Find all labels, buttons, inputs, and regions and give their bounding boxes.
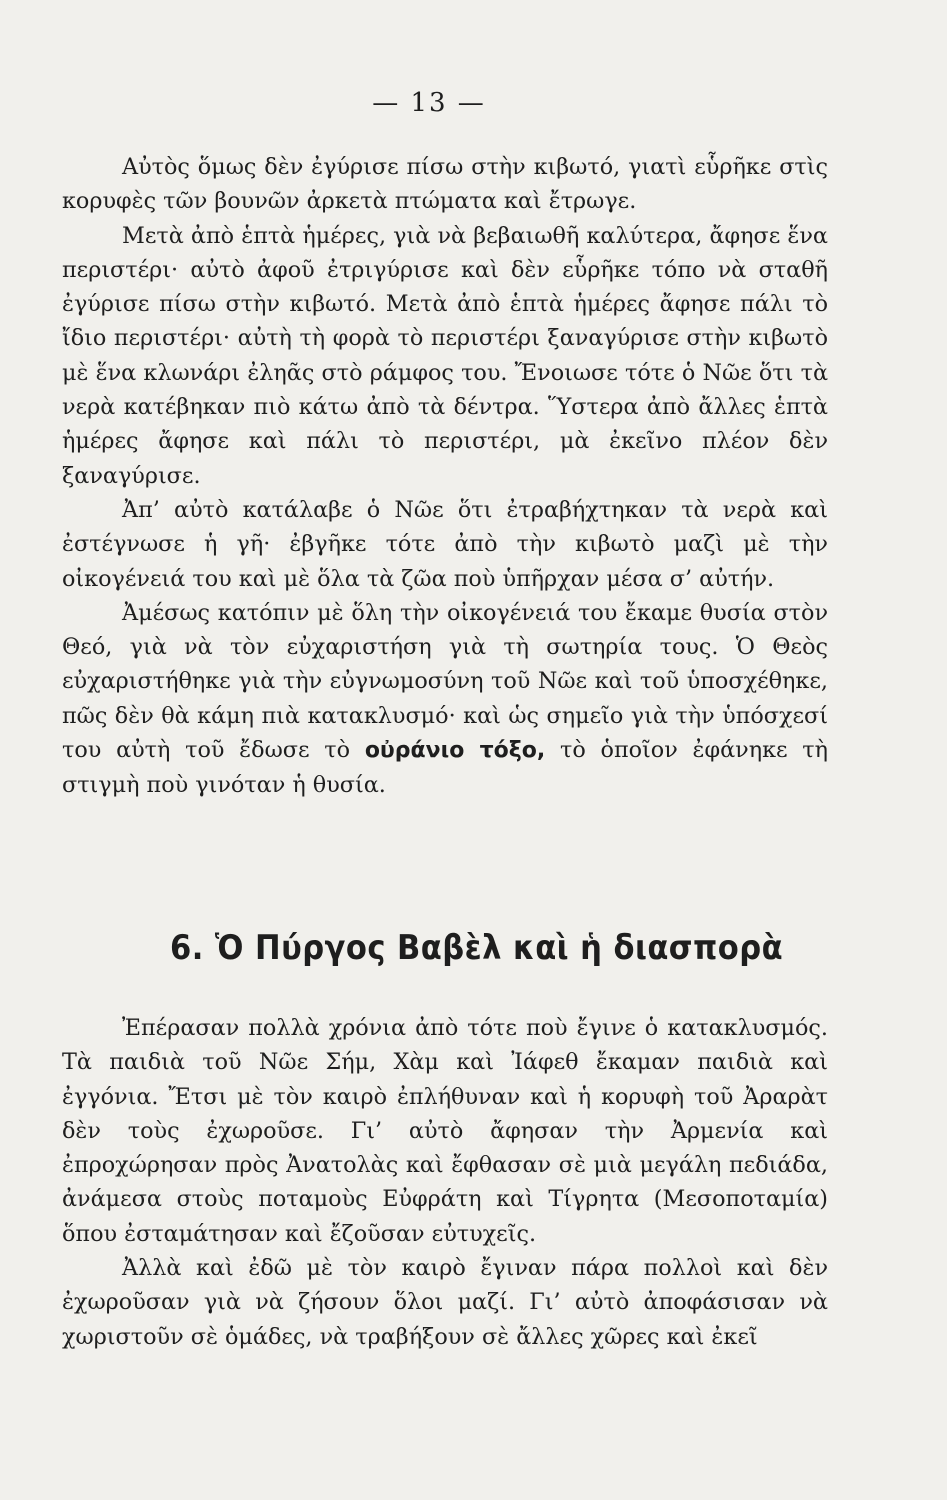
paragraph-dispersal: Ἀλλὰ καὶ ἐδῶ μὲ τὸν καιρὸ ἔγιναν πάρα πολλοὶ καὶ δὲν ἐχωροῦσαν γιὰ νὰ ζήσουν ὅλοι μαζί. Γι’ αὐτὸ ἀποφάσισαν νὰ χωριστοῦν σὲ ὁμάδες, νὰ τραβήξουν σὲ ἄλλες χῶρες καὶ ἐκεῖ: [62, 1255, 828, 1350]
chapter-heading: 6. Ὁ Πύργος Βαβὲλ καὶ ἡ διασπορὰ: [170, 928, 784, 968]
paragraph-exit-ark: Ἀπ’ αὐτὸ κατάλαβε ὁ Νῶε ὅτι ἐτραβήχτηκαν τὰ νερὰ καὶ ἐστέγνωσε ἡ γῆ· ἐβγῆκε τότε ἀπὸ τὴν κιβωτὸ μαζὶ μὲ τὴν οἰκογένειά του καὶ μὲ ὅλα τὰ ζῶα ποὺ ὑπῆρχαν μέσα σ’ αὐτήν.: [62, 496, 828, 592]
paragraph-raven: Αὐτὸς ὅμως δὲν ἐγύρισε πίσω στὴν κιβωτό, γιατὶ εὗρῆκε στὶς κορυφὲς τῶν βουνῶν ἀρκετὰ πτώματα καὶ ἔτρωγε.: [62, 154, 828, 215]
paragraph-descendants: Ἐπέρασαν πολλὰ χρόνια ἀπὸ τότε ποὺ ἔγινε ὁ κατακλυσμός. Τὰ παιδιὰ τοῦ Νῶε Σήμ, Χὰμ καὶ Ἰάφεθ ἔκαμαν παιδιὰ καὶ ἐγγόνια. Ἔτσι μὲ τὸν καιρὸ ἐπλήθυναν καὶ ἡ κορυφὴ τοῦ Ἀραρὰτ δὲν τοὺς ἐχωροῦσε. Γι’ αὐτὸ ἄφησαν τὴν Ἀρμενία καὶ ἐπροχώρησαν πρὸς Ἀνατολὰς καὶ ἔφθασαν σὲ μιὰ μεγάλη πεδιάδα, ἀνάμεσα στοὺς ποταμοὺς Εὐφράτη καὶ Τίγρητα (Μεσοποταμία) ὅπου ἐσταμάτησαν καὶ ἔζοῦσαν εὐτυχεῖς.: [62, 1015, 828, 1247]
rainbow-phrase: οὐράνιο τόξο,: [364, 738, 546, 764]
paragraph-sacrifice: [62, 596, 828, 803]
page-number: — 13 —: [372, 88, 486, 118]
text-section-flood: [62, 150, 828, 803]
paragraph-sacrifice-text: Ἀμέσως κατόπιν μὲ ὅλη τὴν οἰκογένειά του ἔκαμε θυσία στὸν Θεό, γιὰ νὰ τὸν εὐχαριστήση γιὰ τὴ σωτηρία τους. Ὁ Θεὸς εὐχαριστήθηκε γιὰ τὴν εὐγνωμοσύνη τοῦ Νῶε καὶ τοῦ ὑποσχέθηκε, πῶς δὲν θὰ κάμη πιὰ κατακλυσμό· καὶ ὡς σημεῖο γιὰ τὴν ὑπόσχεσί του αὐτὴ τοῦ ἔδωσε τὸ: [62, 599, 828, 764]
paragraph-dove: Μετὰ ἀπὸ ἑπτὰ ἡμέρες, γιὰ νὰ βεβαιωθῆ καλύτερα, ἄφησε ἕνα περιστέρι· αὐτὸ ἀφοῦ ἐτριγύρισε καὶ δὲν εὗρῆκε τόπο νὰ σταθῆ ἐγύρισε πίσω στὴν κιβωτό. Μετὰ ἀπὸ ἑπτὰ ἡμέρες ἄφησε πάλι τὸ ἴδιο περιστέρι· αὐτὴ τὴ φορὰ τὸ περιστέρι ξαναγύρισε στὴν κιβωτὸ μὲ ἕνα κλωνάρι ἐληᾶς στὸ ράμφος του. Ἔνοιωσε τότε ὁ Νῶε ὅτι τὰ νερὰ κατέβηκαν πιὸ κάτω ἀπὸ τὰ δέντρα. Ὕστερα ἀπὸ ἄλλες ἑπτὰ ἡμέρες ἄφησε καὶ πάλι τὸ περιστέρι, μὰ ἐκεῖνο πλέον δὲν ξαναγύρισε.: [62, 222, 828, 489]
paragraph-sacrifice-end: τὸ ὁποῖον ἐφάνηκε τὴ στιγμὴ ποὺ γινόταν ἡ θυσία.: [62, 737, 828, 799]
text-section-babel: [62, 1011, 828, 1354]
